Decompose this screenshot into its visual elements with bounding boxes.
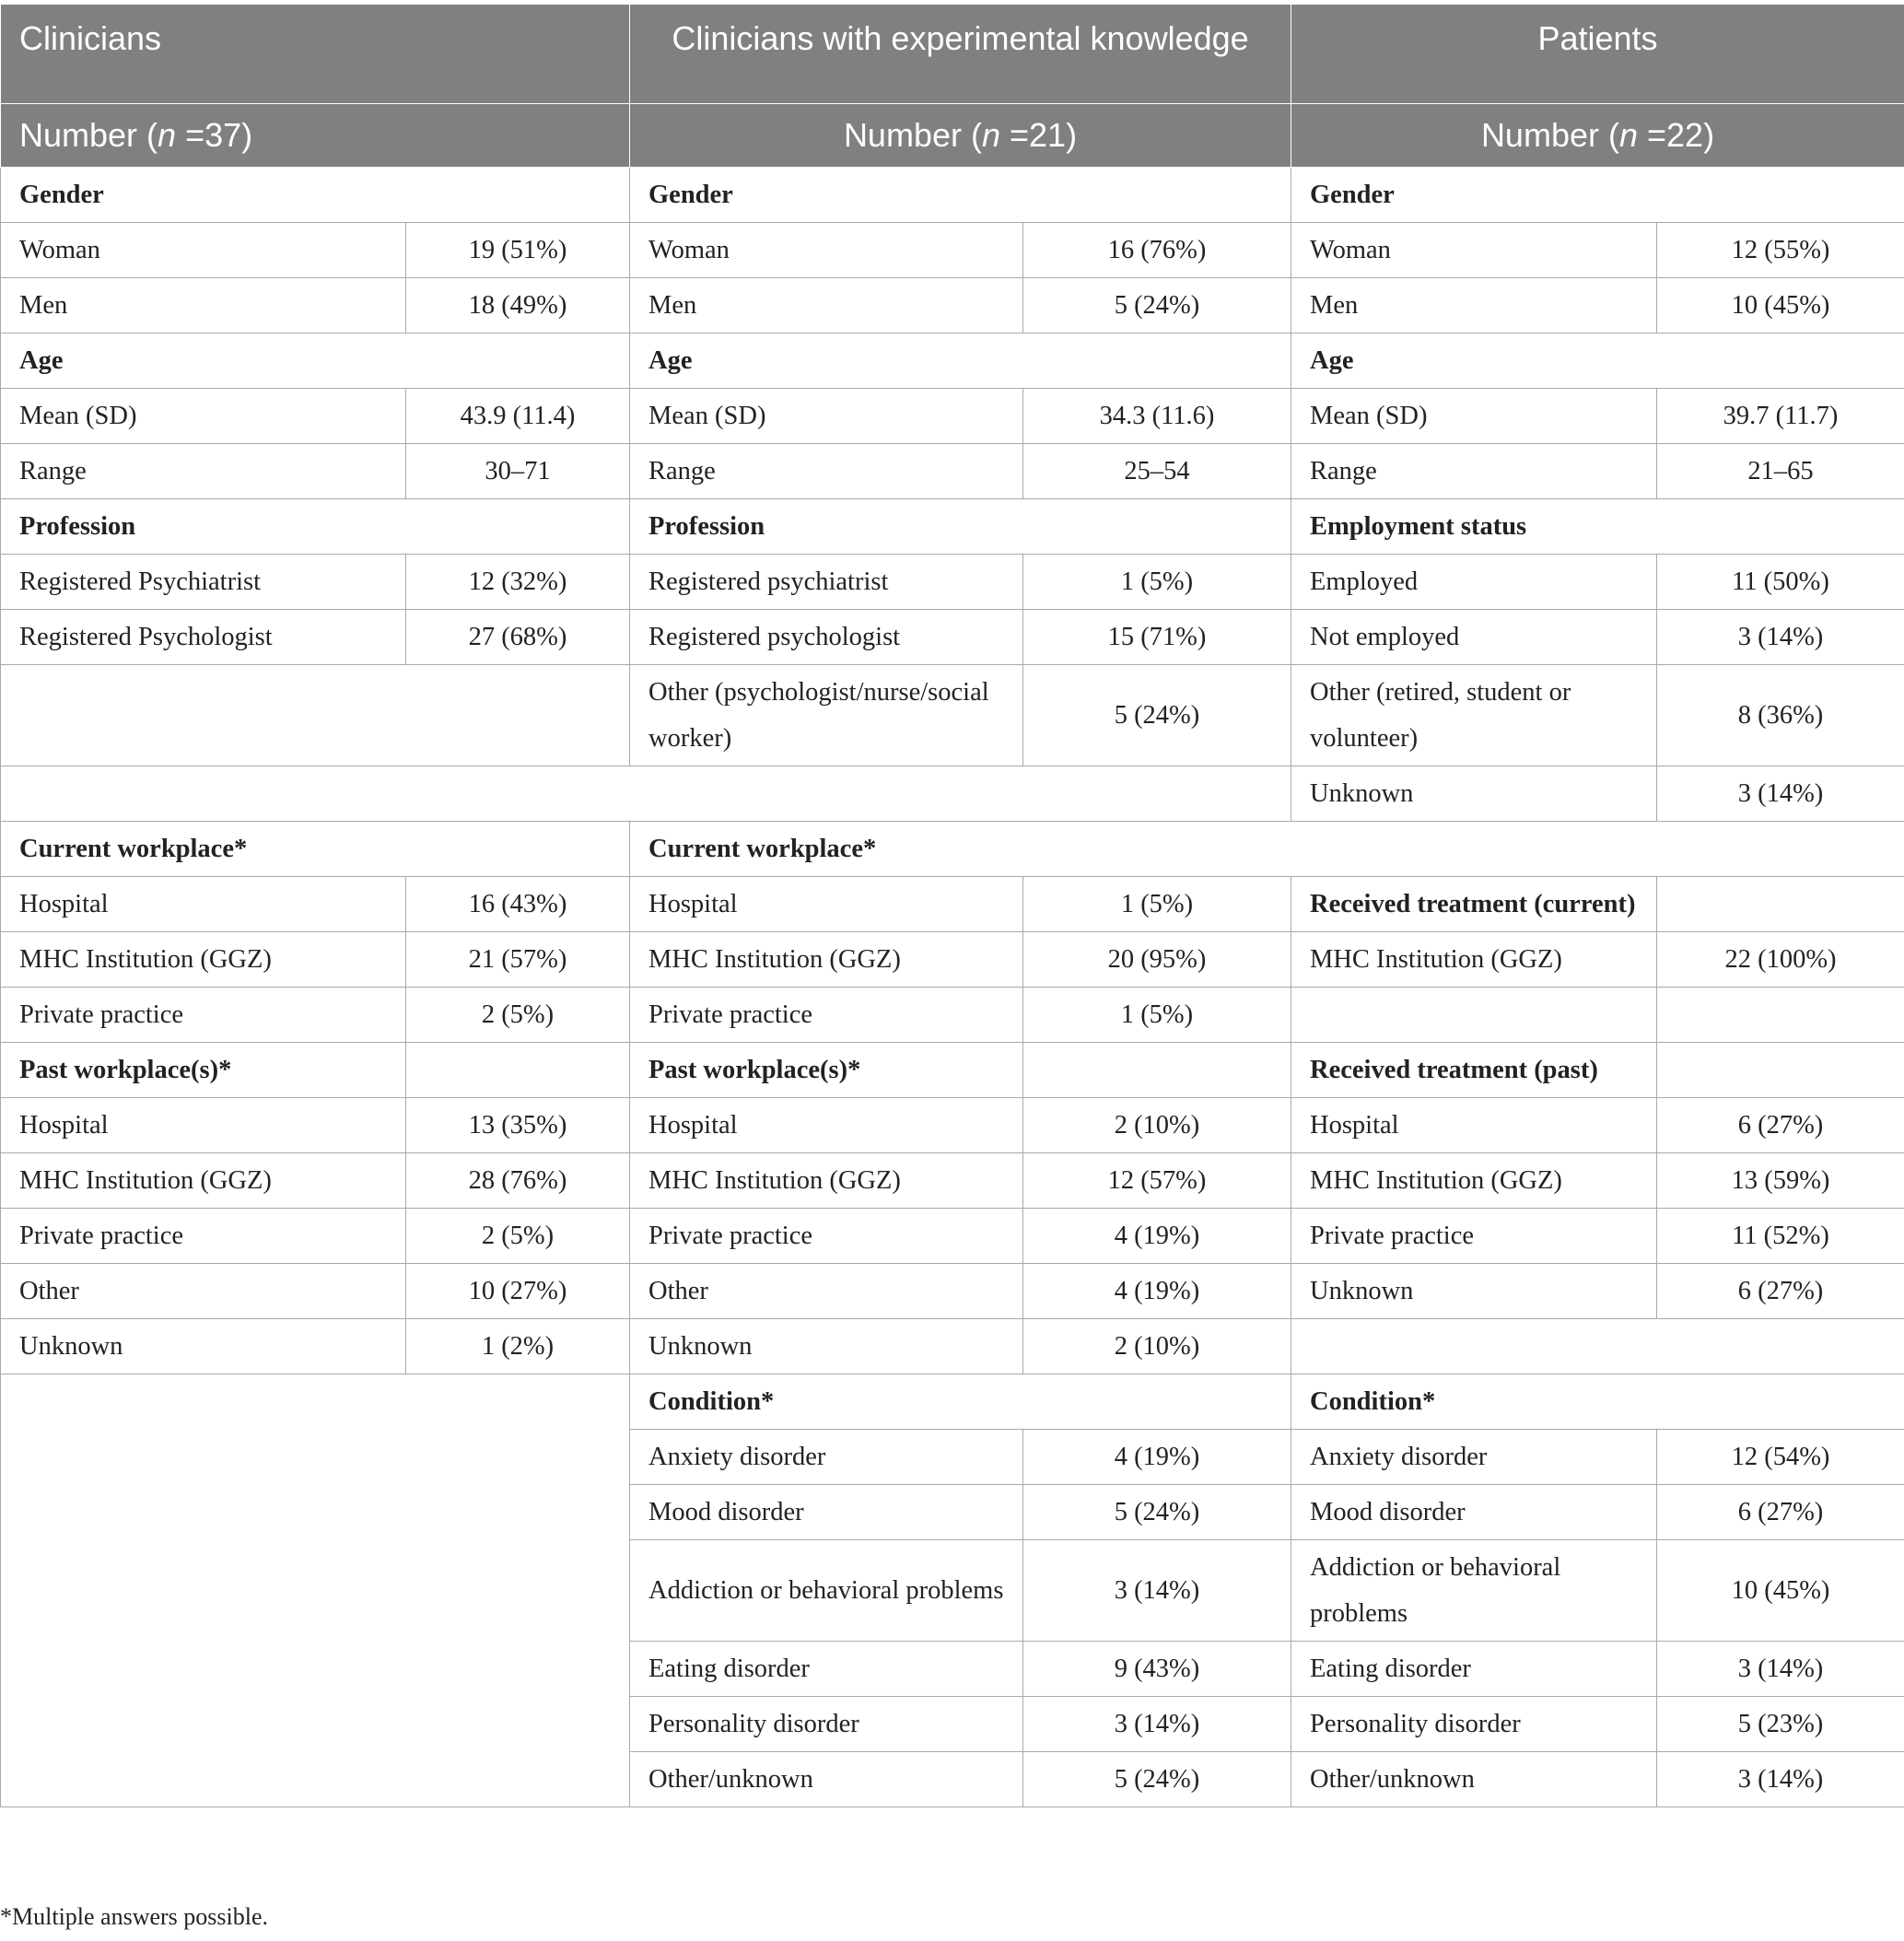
- row-value: 2 (5%): [406, 1209, 630, 1264]
- row-label: Private practice: [630, 988, 1023, 1043]
- n-symbol: n: [1618, 116, 1638, 154]
- row-value: 34.3 (11.6): [1023, 389, 1291, 444]
- empty-cell: [1291, 1319, 1904, 1374]
- table-row: [1, 223, 1904, 278]
- table-row: [1, 389, 1904, 444]
- table-row: [1, 766, 1904, 822]
- row-label: Hospital: [1, 877, 406, 932]
- row-label: Unknown: [630, 1319, 1023, 1374]
- row-value: 6 (27%): [1657, 1098, 1904, 1153]
- row-label: Private practice: [1, 1209, 406, 1264]
- row-value: 16 (76%): [1023, 223, 1291, 278]
- row-value: 2 (5%): [406, 988, 630, 1043]
- row-value: 12 (57%): [1023, 1153, 1291, 1209]
- row-value: 16 (43%): [406, 877, 630, 932]
- row-value: 4 (19%): [1023, 1209, 1291, 1264]
- section-label: Current workplace*: [1, 822, 630, 877]
- row-value: 22 (100%): [1657, 932, 1904, 988]
- row-label: Woman: [1291, 223, 1657, 278]
- row-label: Hospital: [1, 1098, 406, 1153]
- table-row: [1, 333, 1904, 389]
- row-value: 3 (14%): [1657, 610, 1904, 665]
- row-value: 11 (52%): [1657, 1209, 1904, 1264]
- row-value: 3 (14%): [1023, 1697, 1291, 1752]
- row-label: Registered psychologist: [630, 610, 1023, 665]
- row-label: Not employed: [1291, 610, 1657, 665]
- row-value: 6 (27%): [1657, 1485, 1904, 1540]
- table-footnote: *Multiple answers possible.: [0, 1903, 269, 1930]
- row-value: 10 (27%): [406, 1264, 630, 1319]
- table-row: [1, 665, 1904, 766]
- section-label: Gender: [1291, 168, 1904, 223]
- row-label: Private practice: [1291, 1209, 1657, 1264]
- row-label: MHC Institution (GGZ): [630, 1153, 1023, 1209]
- row-label: Men: [1, 278, 406, 333]
- section-label: Condition*: [1291, 1374, 1904, 1430]
- row-value: 10 (45%): [1657, 1540, 1904, 1642]
- row-value: 3 (14%): [1657, 766, 1904, 822]
- row-value: 21–65: [1657, 444, 1904, 499]
- row-label: Eating disorder: [1291, 1642, 1657, 1697]
- row-label: Hospital: [630, 877, 1023, 932]
- row-value: 39.7 (11.7): [1657, 389, 1904, 444]
- row-value: 5 (24%): [1023, 665, 1291, 766]
- table-row: [1, 1374, 1904, 1430]
- row-label: Registered Psychiatrist: [1, 555, 406, 610]
- row-value: 5 (23%): [1657, 1697, 1904, 1752]
- row-value: 6 (27%): [1657, 1264, 1904, 1319]
- row-label: Woman: [630, 223, 1023, 278]
- header-clinicians-experiential: Clinicians with experimental knowledge: [630, 5, 1291, 104]
- row-label: MHC Institution (GGZ): [1, 932, 406, 988]
- n-symbol: n: [158, 116, 177, 154]
- row-value: 1 (5%): [1023, 877, 1291, 932]
- row-label: Other (psychologist/nurse/social worker): [630, 665, 1023, 766]
- empty-cell: [1657, 1043, 1904, 1098]
- header-clinicians: Clinicians: [1, 5, 630, 104]
- section-label: Age: [1, 333, 630, 389]
- row-value: 12 (55%): [1657, 223, 1904, 278]
- row-label: Mean (SD): [1291, 389, 1657, 444]
- table-wrapper: [0, 4, 1904, 1807]
- row-value: 1 (2%): [406, 1319, 630, 1374]
- row-label: Private practice: [630, 1209, 1023, 1264]
- table-row: [1, 499, 1904, 555]
- row-label: Mood disorder: [1291, 1485, 1657, 1540]
- row-value: 3 (14%): [1657, 1752, 1904, 1807]
- row-value: 3 (14%): [1657, 1642, 1904, 1697]
- row-label: Personality disorder: [630, 1697, 1023, 1752]
- count-prefix: Number (: [843, 116, 982, 154]
- row-value: 20 (95%): [1023, 932, 1291, 988]
- row-value: 5 (24%): [1023, 1485, 1291, 1540]
- row-label: Men: [1291, 278, 1657, 333]
- row-value: 4 (19%): [1023, 1264, 1291, 1319]
- row-value: 12 (32%): [406, 555, 630, 610]
- table-row: [1, 1098, 1904, 1153]
- table-row: [1, 555, 1904, 610]
- row-value: 9 (43%): [1023, 1642, 1291, 1697]
- count-clinicians-experiential: [630, 104, 1291, 168]
- empty-cell: [1, 1374, 630, 1807]
- empty-cell: [1023, 1043, 1291, 1098]
- section-label: Age: [1291, 333, 1904, 389]
- row-label: Other (retired, student or volunteer): [1291, 665, 1657, 766]
- row-label: Personality disorder: [1291, 1697, 1657, 1752]
- table-row: [1, 168, 1904, 223]
- row-label: Unknown: [1291, 1264, 1657, 1319]
- row-value: 28 (76%): [406, 1153, 630, 1209]
- row-label: Registered Psychologist: [1, 610, 406, 665]
- count-suffix: =22): [1638, 116, 1715, 154]
- table-row: [1, 444, 1904, 499]
- header-patients: Patients: [1291, 5, 1904, 104]
- row-value: 10 (45%): [1657, 278, 1904, 333]
- table-row: [1, 877, 1904, 932]
- row-value: 25–54: [1023, 444, 1291, 499]
- count-clinicians: [1, 104, 630, 168]
- table-row: [1, 822, 1904, 877]
- row-value: 19 (51%): [406, 223, 630, 278]
- row-label: Private practice: [1, 988, 406, 1043]
- row-label: Unknown: [1, 1319, 406, 1374]
- row-label: Other: [1, 1264, 406, 1319]
- row-value: 30–71: [406, 444, 630, 499]
- row-value: 43.9 (11.4): [406, 389, 630, 444]
- row-label: Mood disorder: [630, 1485, 1023, 1540]
- row-label: Range: [630, 444, 1023, 499]
- empty-cell: [406, 1043, 630, 1098]
- row-label: Other/unknown: [630, 1752, 1023, 1807]
- empty-cell: [1, 665, 630, 766]
- row-label: Hospital: [630, 1098, 1023, 1153]
- section-label: Current workplace*: [630, 822, 1904, 877]
- row-label: Mean (SD): [630, 389, 1023, 444]
- row-value: 13 (35%): [406, 1098, 630, 1153]
- count-suffix: =37): [176, 116, 253, 154]
- row-value: 15 (71%): [1023, 610, 1291, 665]
- table-row: [1, 1209, 1904, 1264]
- table-row: [1, 988, 1904, 1043]
- section-label: Past workplace(s)*: [630, 1043, 1023, 1098]
- table-row: [1, 1153, 1904, 1209]
- table-row: [1, 1264, 1904, 1319]
- table-row: [1, 1043, 1904, 1098]
- row-label: MHC Institution (GGZ): [1291, 1153, 1657, 1209]
- row-label: Range: [1291, 444, 1657, 499]
- row-value: 1 (5%): [1023, 988, 1291, 1043]
- row-label: Employed: [1291, 555, 1657, 610]
- row-label: Anxiety disorder: [1291, 1430, 1657, 1485]
- row-value: 18 (49%): [406, 278, 630, 333]
- row-value: 1 (5%): [1023, 555, 1291, 610]
- count-prefix: Number (: [19, 116, 158, 154]
- table-row: [1, 610, 1904, 665]
- section-label: Past workplace(s)*: [1, 1043, 406, 1098]
- row-label: Registered psychiatrist: [630, 555, 1023, 610]
- section-label: Received treatment (past): [1291, 1043, 1657, 1098]
- section-label: Received treatment (current): [1291, 877, 1657, 932]
- row-label: Other/unknown: [1291, 1752, 1657, 1807]
- row-value: 11 (50%): [1657, 555, 1904, 610]
- row-value: 5 (24%): [1023, 1752, 1291, 1807]
- demographics-table: [0, 4, 1904, 1807]
- n-symbol: n: [981, 116, 1000, 154]
- row-label: Men: [630, 278, 1023, 333]
- table-row: [1, 932, 1904, 988]
- row-label: Range: [1, 444, 406, 499]
- empty-cell: [1657, 877, 1904, 932]
- row-label: Mean (SD): [1, 389, 406, 444]
- row-value: 27 (68%): [406, 610, 630, 665]
- count-suffix: =21): [1000, 116, 1078, 154]
- row-value: 8 (36%): [1657, 665, 1904, 766]
- count-prefix: Number (: [1480, 116, 1619, 154]
- table-row: [1, 278, 1904, 333]
- row-label: MHC Institution (GGZ): [1291, 932, 1657, 988]
- row-label: Eating disorder: [630, 1642, 1023, 1697]
- row-label: MHC Institution (GGZ): [1, 1153, 406, 1209]
- row-value: 21 (57%): [406, 932, 630, 988]
- section-label: Profession: [1, 499, 630, 555]
- row-label: Addiction or behavioral problems: [1291, 1540, 1657, 1642]
- row-label: Addiction or behavioral problems: [630, 1540, 1023, 1642]
- row-label: Woman: [1, 223, 406, 278]
- row-label: Unknown: [1291, 766, 1657, 822]
- row-value: 3 (14%): [1023, 1540, 1291, 1642]
- header-row: [1, 5, 1904, 104]
- empty-cell: [1657, 988, 1904, 1043]
- table-row: [1, 1319, 1904, 1374]
- section-label: Gender: [1, 168, 630, 223]
- row-label: Other: [630, 1264, 1023, 1319]
- empty-cell: [1, 766, 1291, 822]
- section-label: Profession: [630, 499, 1291, 555]
- row-label: MHC Institution (GGZ): [630, 932, 1023, 988]
- section-label: Age: [630, 333, 1291, 389]
- empty-cell: [1291, 988, 1657, 1043]
- row-value: 4 (19%): [1023, 1430, 1291, 1485]
- row-value: 2 (10%): [1023, 1098, 1291, 1153]
- count-patients: [1291, 104, 1904, 168]
- row-label: Hospital: [1291, 1098, 1657, 1153]
- header-count-row: [1, 104, 1904, 168]
- section-label: Condition*: [630, 1374, 1291, 1430]
- row-label: Anxiety disorder: [630, 1430, 1023, 1485]
- row-value: 12 (54%): [1657, 1430, 1904, 1485]
- row-value: 2 (10%): [1023, 1319, 1291, 1374]
- row-value: 5 (24%): [1023, 278, 1291, 333]
- section-label: Gender: [630, 168, 1291, 223]
- section-label: Employment status: [1291, 499, 1904, 555]
- row-value: 13 (59%): [1657, 1153, 1904, 1209]
